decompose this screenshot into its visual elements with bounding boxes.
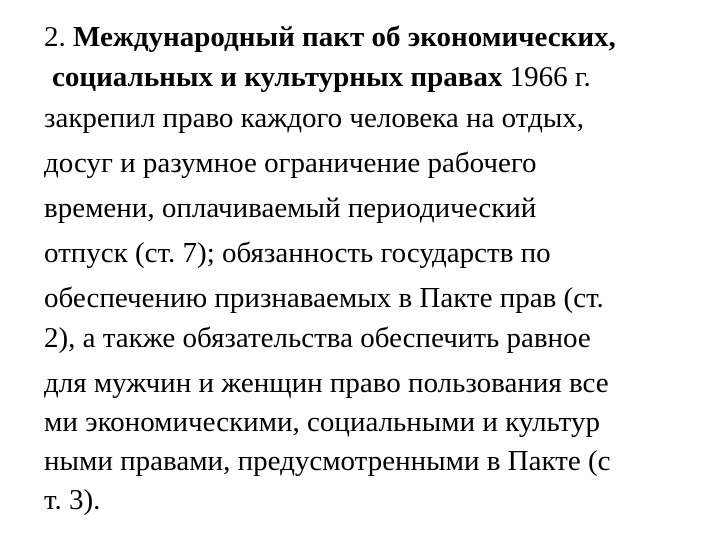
covenant-title-part-2: социальных и культурных правах — [52, 61, 503, 93]
text-line-2 — [52, 60, 591, 94]
text-line-11: ными правами, предусмотренными в Пакте (с — [44, 445, 611, 477]
text-line-5: времени, оплачиваемый периодический — [44, 192, 537, 224]
text-line-10: ми экономическими, социальными и культур — [44, 406, 600, 438]
text-line-9: для мужчин и женщин право пользования все — [44, 367, 609, 399]
item-number: 2. — [44, 21, 73, 53]
text-line-12: т. 3). — [44, 484, 101, 516]
covenant-year: 1966 г. — [502, 61, 591, 93]
text-line-6: отпуск (ст. 7); обязанность государств по — [44, 237, 551, 269]
covenant-title-part-1: Международный пакт об экономических, — [73, 21, 616, 53]
text-line-4: досуг и разумное ограничение рабочего — [44, 147, 537, 179]
text-line-3: закрепил право каждого человека на отдых, — [44, 102, 585, 134]
text-line-8: 2), а также обязательства обеспечить равное — [44, 322, 591, 354]
text-line-7: обеспечению признаваемых в Пакте прав (ст. — [44, 282, 604, 314]
text-line-1 — [44, 20, 616, 54]
